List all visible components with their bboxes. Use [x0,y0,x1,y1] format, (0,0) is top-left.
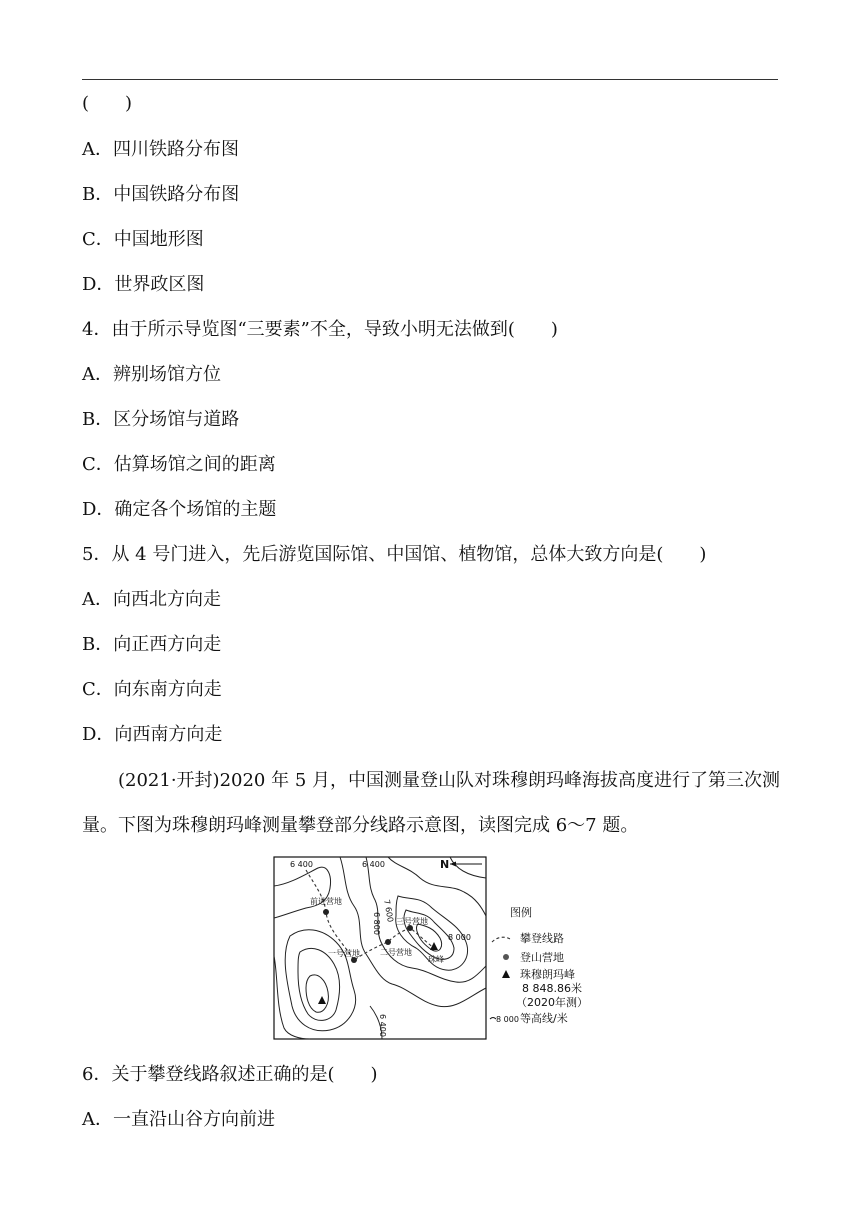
legend-peak-icon [502,970,510,978]
legend-contour: 等高线/米 [520,1012,568,1025]
contour-label: 8 000 [448,933,471,942]
legend-camp-icon [503,954,509,960]
place-label: 三号营地 [396,917,428,926]
intro-text: (2021·开封)2020 年 5 月，中国测量登山队对珠穆朗玛峰海拔高度进行了第三次测量。下图为珠穆朗玛峰测量攀登部分线路示意图，读图完成 6～7 题。 [82,770,780,836]
q3-option-b: B．中国铁路分布图 [82,184,240,205]
contour-label: 6 400 [290,860,313,869]
legend-route-icon [492,937,512,942]
q6-stem: 6．关于攀登线路叙述正确的是( ) [82,1064,378,1085]
camp-marker [323,909,329,915]
north-label: N [440,858,450,871]
q4-option-b: B．区分场馆与道路 [82,409,240,430]
q5-option-d: D．向西南方向走 [82,724,223,745]
header-rule [82,79,778,80]
contour-label: 6 400 [378,1014,387,1037]
q3-option-d: D．世界政区图 [82,274,205,295]
q4-option-d: D．确定各个场馆的主题 [82,499,277,520]
q3-option-c: C．中国地形图 [82,229,204,250]
place-label: 珠峰 [428,955,444,964]
q5-option-c: C．向东南方向走 [82,679,222,700]
legend-peak-note: （2020年测） [516,996,588,1009]
contour-label: 7 600 [382,898,395,923]
q4-option-a: A．辨别场馆方位 [82,364,221,385]
intro-paragraph [82,758,782,848]
place-label: 一号营地 [328,949,360,958]
contour-label: 6 400 [362,860,385,869]
legend-camp: 登山营地 [520,951,564,964]
legend-peak-name: 珠穆朗玛峰 [520,968,575,981]
q5-option-a: A．向西北方向走 [82,589,221,610]
place-label: 二号营地 [380,948,412,957]
legend-peak-height: 8 848.86米 [522,982,582,995]
q3-option-a: A．四川铁路分布图 [82,139,239,160]
legend-contour-sample: 8 000 [496,1015,519,1024]
q4-option-c: C．估算场馆之间的距离 [82,454,276,475]
legend-title: 图例 [510,906,532,919]
q5-stem: 5．从 4 号门进入，先后游览国际馆、中国馆、植物馆，总体大致方向是( ) [82,544,707,565]
contour-label: 6 800 [372,912,381,935]
answer-blank: ( ) [82,93,133,114]
legend-route: 攀登线路 [520,932,564,945]
q6-option-a: A．一直沿山谷方向前进 [82,1109,275,1130]
camp-marker [385,939,391,945]
place-label: 前进营地 [310,897,342,906]
everest-contour-map [270,856,595,1040]
q4-stem: 4．由于所示导览图“三要素”不全，导致小明无法做到( ) [82,319,558,340]
map-legend [490,905,588,1025]
q5-option-b: B．向正西方向走 [82,634,222,655]
